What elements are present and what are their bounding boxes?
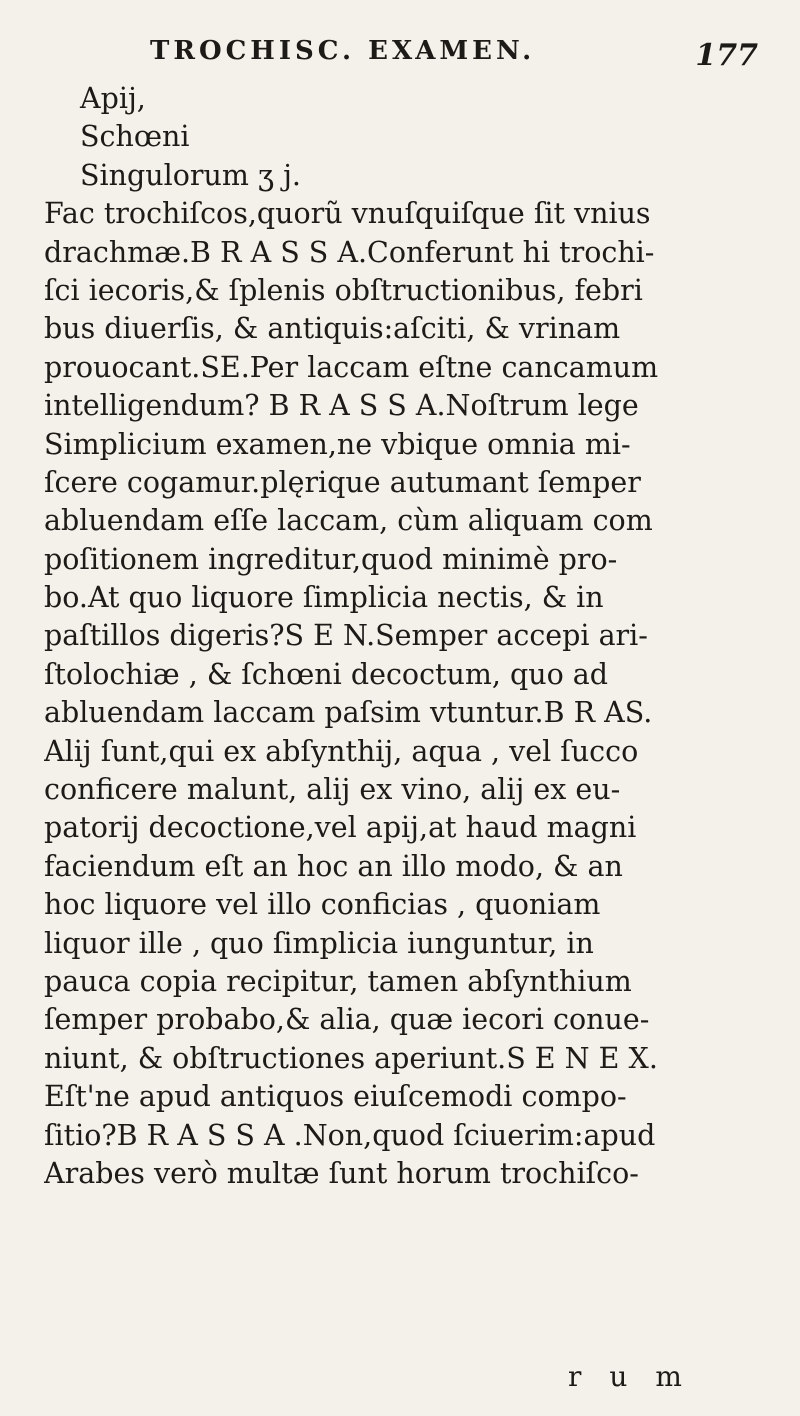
text-line: Simplicium examen,ne vbique omnia mi- (44, 427, 631, 461)
text-line: pauca copia recipitur, tamen abſynthium (44, 964, 632, 998)
text-line: Fac trochiſcos,quorũ vnuſquiſque ſit vnius (44, 197, 651, 231)
text-line: Alij ſunt,qui ex abſynthij, aqua , vel ſucco (44, 734, 639, 768)
text-line: Arabes verò multæ ſunt horum trochiſco- (44, 1156, 639, 1190)
running-title: TROCHISC. EXAMEN. (150, 36, 536, 66)
text-line: prouocant.SE.Per laccam eſtne cancamum (44, 350, 659, 384)
text-line: intelligendum? B R A S S A.Noſtrum lege (44, 389, 639, 423)
catchword: rum (568, 1360, 710, 1393)
text-line: bus diuerſis, & antiquis:aſciti, & vrinam (44, 312, 621, 346)
text-line: paſtillos digeris?S E N.Semper accepi ari- (44, 619, 648, 653)
text-line: patorij decoctione,vel apij,at haud magni (44, 811, 637, 845)
text-line: bo.At quo liquore ſimplicia nectis, & in (44, 581, 604, 615)
text-line: ſemper probabo,& alia, quæ iecori conue- (44, 1003, 650, 1037)
text-line: conficere malunt, alij ex vino, alij ex eu- (44, 773, 621, 807)
text-line: ſci iecoris,& ſplenis obſtructionibus, febri (44, 273, 643, 307)
page-number: 177 (695, 38, 758, 73)
text-line: poſitionem ingreditur,quod minimè pro- (44, 542, 618, 576)
text-line: niunt, & obſtructiones aperiunt.S E N E X. (44, 1041, 658, 1075)
text-line: ſitio?B R A S S A .Non,quod ſciuerim:apud (44, 1118, 656, 1152)
text-line: Schœni (80, 120, 190, 154)
text-line: liquor ille , quo ſimplicia iunguntur, in (44, 926, 594, 960)
text-line: drachmæ.B R A S S A.Conferunt hi trochi- (44, 235, 655, 269)
text-line: ſcere cogamur.plęrique autumant ſemper (44, 465, 641, 499)
text-line: Eſt'ne apud antiquos eiuſcemodi compo- (44, 1080, 627, 1114)
text-line: abluendam eſſe laccam, cùm aliquam com (44, 504, 653, 538)
text-block (44, 80, 784, 1193)
text-line: abluendam laccam paſsim vtuntur.B R AS. (44, 696, 653, 730)
text-line: ſtolochiæ , & ſchœni decoctum, quo ad (44, 657, 609, 691)
text-line: Apij, (80, 82, 146, 115)
text-line: faciendum eſt an hoc an illo modo, & an (44, 849, 623, 883)
text-line: hoc liquore vel illo conficias , quoniam (44, 888, 601, 922)
text-line: Singulorum ʒ j. (80, 158, 301, 192)
